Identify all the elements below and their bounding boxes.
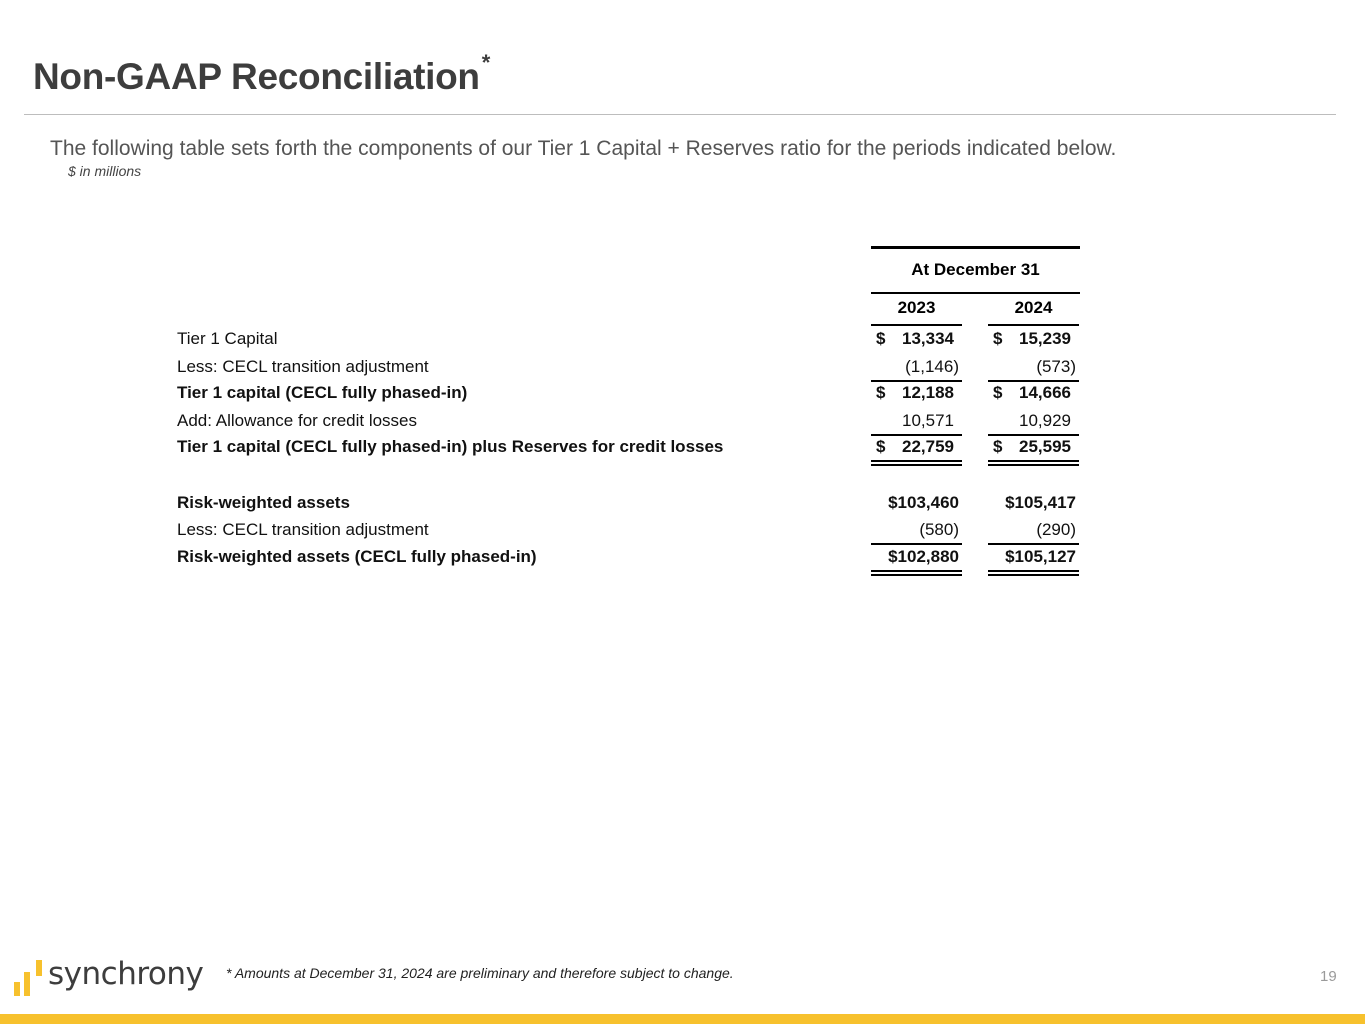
cell-value: (1,146) xyxy=(905,357,959,376)
slide-title-text: Non-GAAP Reconciliation xyxy=(33,56,480,97)
cell-value: 10,929 xyxy=(1019,411,1071,430)
title-footnote-marker: * xyxy=(481,50,490,75)
cell-2023 xyxy=(871,383,962,405)
year-rule-2023 xyxy=(871,324,962,326)
total-double-rule xyxy=(871,570,962,576)
cell-2024 xyxy=(988,520,1079,542)
cell-value: 22,759 xyxy=(902,437,954,456)
cell-value: (573) xyxy=(1036,357,1076,376)
total-double-rule xyxy=(988,570,1079,576)
cell-value: $103,460 xyxy=(888,493,959,512)
cell-value: 14,666 xyxy=(1019,383,1071,402)
row-label-rwa-phased-in: Risk-weighted assets (CECL fully phased-in) xyxy=(177,547,537,566)
year-header-2024: 2024 xyxy=(1014,298,1053,317)
subtotal-rule xyxy=(871,543,962,545)
dollar-sign: $ xyxy=(876,437,886,456)
title-divider xyxy=(24,114,1336,115)
year-header-2023: 2023 xyxy=(897,298,936,317)
dollar-sign: $ xyxy=(993,329,1003,348)
cell-2023 xyxy=(871,357,962,379)
dollar-sign: $ xyxy=(876,329,886,348)
cell-2024 xyxy=(988,383,1079,405)
cell-value: 10,571 xyxy=(902,411,954,430)
subtotal-rule xyxy=(871,434,962,436)
cell-value: 25,595 xyxy=(1019,437,1071,456)
header-top-rule xyxy=(871,246,1080,249)
cell-value: 13,334 xyxy=(902,329,954,348)
footnote: * Amounts at December 31, 2024 are preliminary and therefore subject to change. xyxy=(226,965,734,981)
cell-2023 xyxy=(871,411,962,433)
cell-value: $102,880 xyxy=(888,547,959,566)
synchrony-logo-icon xyxy=(14,958,48,998)
cell-value: $105,127 xyxy=(1005,547,1076,566)
dollar-sign: $ xyxy=(993,437,1003,456)
cell-2024 xyxy=(988,329,1079,351)
cell-value: 12,188 xyxy=(902,383,954,402)
units-note: $ in millions xyxy=(68,163,142,179)
cell-2024 xyxy=(988,411,1079,433)
row-label-cecl-adjustment: Less: CECL transition adjustment xyxy=(177,357,429,376)
row-label-tier1-capital: Tier 1 Capital xyxy=(177,329,278,348)
cell-value: (580) xyxy=(919,520,959,539)
dollar-sign: $ xyxy=(993,383,1003,402)
cell-2024 xyxy=(988,437,1079,459)
cell-2024 xyxy=(988,357,1079,379)
dollar-sign: $ xyxy=(876,383,886,402)
cell-2023 xyxy=(871,547,962,569)
year-rule-2024 xyxy=(988,324,1079,326)
period-header: At December 31 xyxy=(911,260,1040,279)
brand-wordmark: synchrony xyxy=(48,956,204,992)
row-label-tier1-phased-in: Tier 1 capital (CECL fully phased-in) xyxy=(177,383,468,402)
row-label-rwa: Risk-weighted assets xyxy=(177,493,350,512)
total-double-rule xyxy=(988,460,1079,466)
cell-2024 xyxy=(988,547,1079,569)
total-double-rule xyxy=(871,460,962,466)
cell-value: (290) xyxy=(1036,520,1076,539)
cell-2024 xyxy=(988,493,1079,515)
subtotal-rule xyxy=(988,380,1079,382)
cell-2023 xyxy=(871,520,962,542)
row-label-tier1-plus-reserves: Tier 1 capital (CECL fully phased-in) plus Reserves for credit losses xyxy=(177,437,724,456)
subtotal-rule xyxy=(988,543,1079,545)
slide-subtitle: The following table sets forth the components of our Tier 1 Capital + Reserves ratio for the periods indicated below. xyxy=(50,137,1117,160)
row-label-rwa-cecl-adjustment: Less: CECL transition adjustment xyxy=(177,520,429,539)
subtotal-rule xyxy=(871,380,962,382)
cell-value: $105,417 xyxy=(1005,493,1076,512)
period-header-rule xyxy=(871,292,1080,294)
slide-title xyxy=(33,50,490,98)
cell-2023 xyxy=(871,437,962,459)
cell-2023 xyxy=(871,329,962,351)
cell-value: 15,239 xyxy=(1019,329,1071,348)
row-label-allowance: Add: Allowance for credit losses xyxy=(177,411,418,430)
subtotal-rule xyxy=(988,434,1079,436)
bottom-accent-bar xyxy=(0,1014,1365,1024)
cell-2023 xyxy=(871,493,962,515)
page-number: 19 xyxy=(1320,968,1337,985)
